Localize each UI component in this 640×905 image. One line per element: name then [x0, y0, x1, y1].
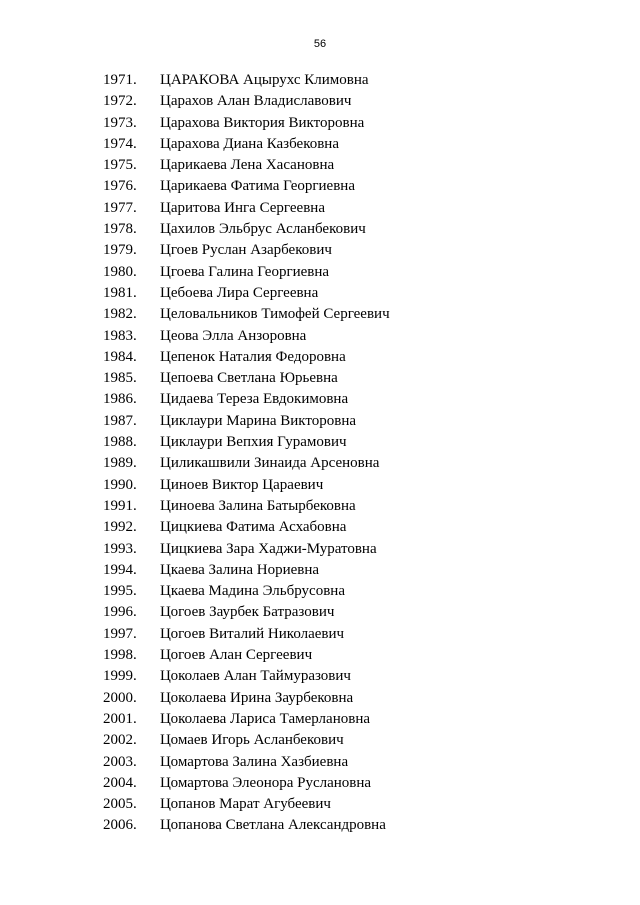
entry-name: Цогоев Алан Сергеевич	[160, 647, 313, 664]
list-item	[0, 176, 640, 197]
list-item	[0, 794, 640, 815]
entry-number: 1977.	[103, 199, 137, 216]
list-item	[0, 517, 640, 538]
entry-number: 2003.	[103, 753, 137, 770]
entry-name: Цицкиева Фатима Асхабовна	[160, 519, 347, 536]
page-number: 56	[313, 38, 327, 50]
list-item	[0, 496, 640, 517]
list-item	[0, 432, 640, 453]
entry-name: Цомаев Игорь Асланбекович	[160, 732, 344, 749]
entry-name: Цицкиева Зара Хаджи-Муратовна	[160, 540, 377, 557]
entry-name: Цеова Элла Анзоровна	[160, 327, 307, 344]
list-item	[0, 602, 640, 623]
entry-number: 1984.	[103, 348, 137, 365]
entry-name: Царахов Алан Владиславович	[160, 93, 352, 110]
list-item	[0, 134, 640, 155]
list-item	[0, 283, 640, 304]
entry-number: 1997.	[103, 625, 137, 642]
entry-number: 1981.	[103, 284, 137, 301]
entry-number: 1983.	[103, 327, 137, 344]
list-item	[0, 688, 640, 709]
entry-name: Циклаури Вепхия Гурамович	[160, 434, 347, 451]
entry-name: Цомартова Залина Хазбиевна	[160, 753, 349, 770]
entry-number: 1971.	[103, 72, 137, 88]
entry-name: Цкаева Залина Нориевна	[160, 561, 320, 578]
entry-name: Цогоев Виталий Николаевич	[160, 625, 345, 642]
entry-number: 1993.	[103, 540, 137, 557]
entry-name: Царикаева Фатима Георгиевна	[160, 178, 355, 195]
entry-number: 2006.	[103, 817, 137, 834]
entry-name: ЦАРАКОВА Ацырухс Климовна	[160, 72, 369, 88]
entry-number: 1991.	[103, 497, 137, 514]
list-item	[0, 645, 640, 666]
entry-number: 2004.	[103, 774, 137, 791]
entry-number: 1974.	[103, 135, 137, 152]
list-item	[0, 155, 640, 176]
entry-number: 1972.	[103, 93, 137, 110]
list-item	[0, 91, 640, 112]
list-item	[0, 304, 640, 325]
entry-number: 1987.	[103, 412, 137, 429]
entry-name: Царахова Виктория Викторовна	[160, 114, 365, 131]
entry-number: 1985.	[103, 370, 137, 387]
entry-name: Циклаури Марина Викторовна	[160, 412, 357, 429]
list-item	[0, 560, 640, 581]
entry-name: Цоколаев Алан Таймуразович	[160, 668, 351, 685]
list-item	[0, 709, 640, 730]
entry-number: 1999.	[103, 668, 137, 685]
entry-number: 1994.	[103, 561, 137, 578]
entry-number: 1996.	[103, 604, 137, 621]
entry-number: 1980.	[103, 263, 137, 280]
entry-number: 1976.	[103, 178, 137, 195]
entry-number: 1973.	[103, 114, 137, 131]
list-item	[0, 368, 640, 389]
list-item	[0, 389, 640, 410]
list-item	[0, 815, 640, 836]
list-item	[0, 730, 640, 751]
entry-name: Цебоева Лира Сергеевна	[160, 284, 319, 301]
entry-list	[0, 70, 640, 837]
list-item	[0, 113, 640, 134]
entry-name: Цахилов Эльбрус Асланбекович	[160, 221, 366, 238]
entry-name: Цидаева Тереза Евдокимовна	[160, 391, 349, 408]
entry-name: Циликашвили Зинаида Арсеновна	[160, 455, 380, 472]
entry-name: Цопанов Марат Агубеевич	[160, 796, 331, 813]
entry-name: Целовальников Тимофей Сергеевич	[160, 306, 390, 323]
entry-number: 1975.	[103, 157, 137, 174]
list-item	[0, 773, 640, 794]
list-item	[0, 347, 640, 368]
entry-name: Цгоев Руслан Азарбекович	[160, 242, 332, 259]
entry-number: 1979.	[103, 242, 137, 259]
list-item	[0, 453, 640, 474]
entry-number: 1990.	[103, 476, 137, 493]
entry-name: Циноев Виктор Цараевич	[160, 476, 324, 493]
entry-number: 2001.	[103, 710, 137, 727]
entry-name: Цоколаева Лариса Тамерлановна	[160, 710, 370, 727]
list-item	[0, 539, 640, 560]
entry-number: 1995.	[103, 583, 137, 600]
list-item	[0, 475, 640, 496]
list-item	[0, 262, 640, 283]
entry-name: Цопанова Светлана Александровна	[160, 817, 386, 834]
entry-number: 1992.	[103, 519, 137, 536]
entry-number: 2005.	[103, 796, 137, 813]
entry-number: 1986.	[103, 391, 137, 408]
entry-name: Цепоева Светлана Юрьевна	[160, 370, 338, 387]
list-item	[0, 581, 640, 602]
list-item	[0, 411, 640, 432]
entry-number: 2002.	[103, 732, 137, 749]
list-item	[0, 240, 640, 261]
list-item	[0, 666, 640, 687]
list-item	[0, 752, 640, 773]
entry-name: Цоколаева Ирина Заурбековна	[160, 689, 354, 706]
entry-number: 1988.	[103, 434, 137, 451]
entry-number: 1978.	[103, 221, 137, 238]
entry-number: 1998.	[103, 647, 137, 664]
entry-number: 2000.	[103, 689, 137, 706]
entry-name: Цгоева Галина Георгиевна	[160, 263, 330, 280]
list-item	[0, 326, 640, 347]
list-item	[0, 198, 640, 219]
entry-name: Цкаева Мадина Эльбрусовна	[160, 583, 345, 600]
entry-name: Цомартова Элеонора Руслановна	[160, 774, 372, 791]
list-item	[0, 624, 640, 645]
entry-name: Цепенок Наталия Федоровна	[160, 348, 346, 365]
entry-name: Цогоев Заурбек Батразович	[160, 604, 335, 621]
entry-name: Циноева Залина Батырбековна	[160, 497, 356, 514]
entry-name: Царитова Инга Сергеевна	[160, 199, 325, 216]
entry-name: Царикаева Лена Хасановна	[160, 157, 335, 174]
entry-number: 1989.	[103, 455, 137, 472]
list-item	[0, 70, 640, 91]
entry-number: 1982.	[103, 306, 137, 323]
entry-name: Царахова Диана Казбековна	[160, 135, 339, 152]
list-item	[0, 219, 640, 240]
